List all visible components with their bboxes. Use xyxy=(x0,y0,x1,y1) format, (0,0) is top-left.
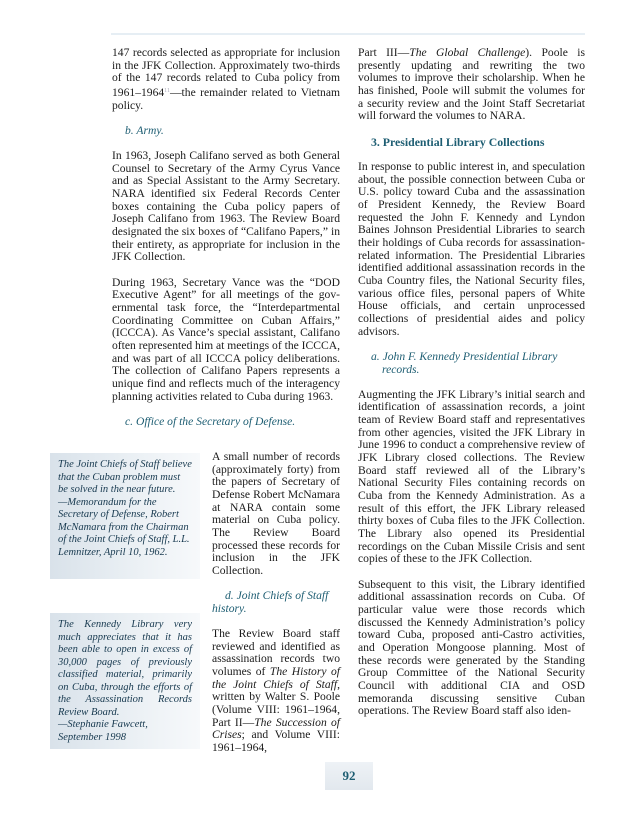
left-column xyxy=(112,47,340,441)
paragraph-text: Part III— xyxy=(358,46,410,59)
paragraph-text: 147 records selected as appropriate for inclusion in the JFK Collection. Approximately two-thirds of the 147 records related to Cuba policy from 1961–1964 xyxy=(112,46,340,99)
book-title: The History of the Joint Chiefs of Staff xyxy=(212,665,340,691)
book-title: The Succession of Crises xyxy=(212,715,340,742)
page-number: 92 xyxy=(325,762,373,790)
subheading-secretary-of-defense: c. Office of the Secretary of Defense. xyxy=(125,414,296,428)
quote-attribution: —Stephanie Fawcett, September 1998 xyxy=(58,719,148,743)
right-column xyxy=(358,47,585,730)
subheading-joint-chiefs: d. Joint Chiefs of Staff history. xyxy=(212,589,329,615)
paragraph xyxy=(212,628,340,755)
section-heading: 3. Presidential Library Collections xyxy=(371,134,545,149)
paragraph xyxy=(112,47,340,112)
quote-attribution: —Memorandum for the Secretary of Defense, Robert McNamara from the Chairman of the Joint Chiefs of Staff, L.L. Lemnitzer, April 10, 1962. xyxy=(58,496,190,558)
paragraph: A small number of records (approximately forty) from the papers of Secretary of Defense Robert McNamara at NARA contain some material on Cuba policy. The Review Board processed these records for inclusion in the JFK Collection. xyxy=(212,450,340,577)
subheading-army: b. Army. xyxy=(125,123,164,137)
header-rule xyxy=(111,33,585,35)
book-title: The Global Challenge xyxy=(409,46,526,59)
paragraph-text: ; and Volume VIII: 1961–1964, xyxy=(212,728,340,754)
paragraph: Augmenting the JFK Library’s initial search and identification of assassination records, a joint team of Review Board staff and representatives from other agencies, visited the JFK Library in June 1996 to conduct a comprehensive review of JFK Library closed collections. The Review Board staff reviewed all of the Library’s National Security Files containing records on Cuba from the Kennedy Administration. As a result of this effort, the JFK Library released thirty boxes of Cuba files to the JFK Collection. The Library also opened its Presidential recordings on the Cuban Missile Crisis and sent copies of these to the JFK Collection. xyxy=(358,387,585,566)
paragraph: Subsequent to this visit, the Library identified additional assassination records on Cuba. Of particular value were those records which discussed the Kennedy Administration’s policy toward Cuba, proposed anti-Castro activities, and Operation Mongoose planning. Most of these records were generated by the Standing Group Committee of the National Security Council with additional CIA and OSD memoranda discussing sensitive Cuban operations. The Review Board staff also iden- xyxy=(358,577,585,718)
paragraph-text: , written by Walter S. Poole (Volume VIII: 1961–1964, Part II— xyxy=(212,677,340,729)
paragraph xyxy=(358,47,585,123)
paragraph: In 1963, Joseph Califano served as both General Counsel to Secretary of the Army Cyrus Vance and as Special Assistant to the Army Secretary. NARA identified six Federal Records Center boxes containing the Cuba policy papers of Joseph Califano from 1963. The Review Board designated the six boxes of “Califano Papers,” in their entirety, as appropriate for inclusion in the JFK Collection. xyxy=(112,149,340,264)
sidebar-quote xyxy=(50,613,200,749)
paragraph-text: ). Poole is presently updating and rewriting the two volumes to improve their scholarship. When he has finished, Poole will submit the volumes for a security review and the Joint Staff Secretariat will forward the volumes to NARA. xyxy=(358,46,585,123)
paragraph: In response to public interest in, and speculation about, the possible connection between Cuba or U.S. policy toward Cuba and the assassination of President Kennedy, the Review Board requested the John F. Kennedy and Lyndon Baines Johnson Presidential Libraries to search their holdings of Cuba records for assassination-related information. The Presidential Libraries identified additional assassination records in the Cuba Country files, the National Security files, various office files, personal papers of White House officials, and certain unprocessed collections of presidential aides and policy advisors. xyxy=(358,160,585,338)
sidebar-quote xyxy=(50,453,200,579)
quote-text: The Kennedy Library very much appreciates that it has been able to open in excess of 30,000 pages of previously classified material, primarily on Cuba, through the efforts of the Assassination Records Review Board. xyxy=(58,619,192,718)
subheading-jfk-library: a. John F. Kennedy Presidential Library records. xyxy=(371,349,558,376)
middle-column xyxy=(212,451,340,767)
quote-text: The Joint Chiefs of Staff believe that the Cuban problem must be solved in the near future. xyxy=(58,459,192,495)
footnote-marker[interactable]: 11 xyxy=(164,87,170,94)
paragraph-text: The Review Board staff reviewed and identified as assassination records two volumes of xyxy=(212,627,340,679)
paragraph: During 1963, Secretary Vance was the “DOD Executive Agent” for all meetings of the governmental task force, the “Interdepartmental Coordinating Committee on Cuban Affairs,” (ICCCA). As Vance’s special assistant, Califano often represented him at meetings of the ICCCA, and was part of all ICCCA policy deliberations. The collection of Califano Papers represents a unique find and reflects much of the interagency planning activities related to Cuba during 1963. xyxy=(112,275,340,403)
paragraph-text: —the remainder related to Vietnam policy. xyxy=(112,85,340,112)
